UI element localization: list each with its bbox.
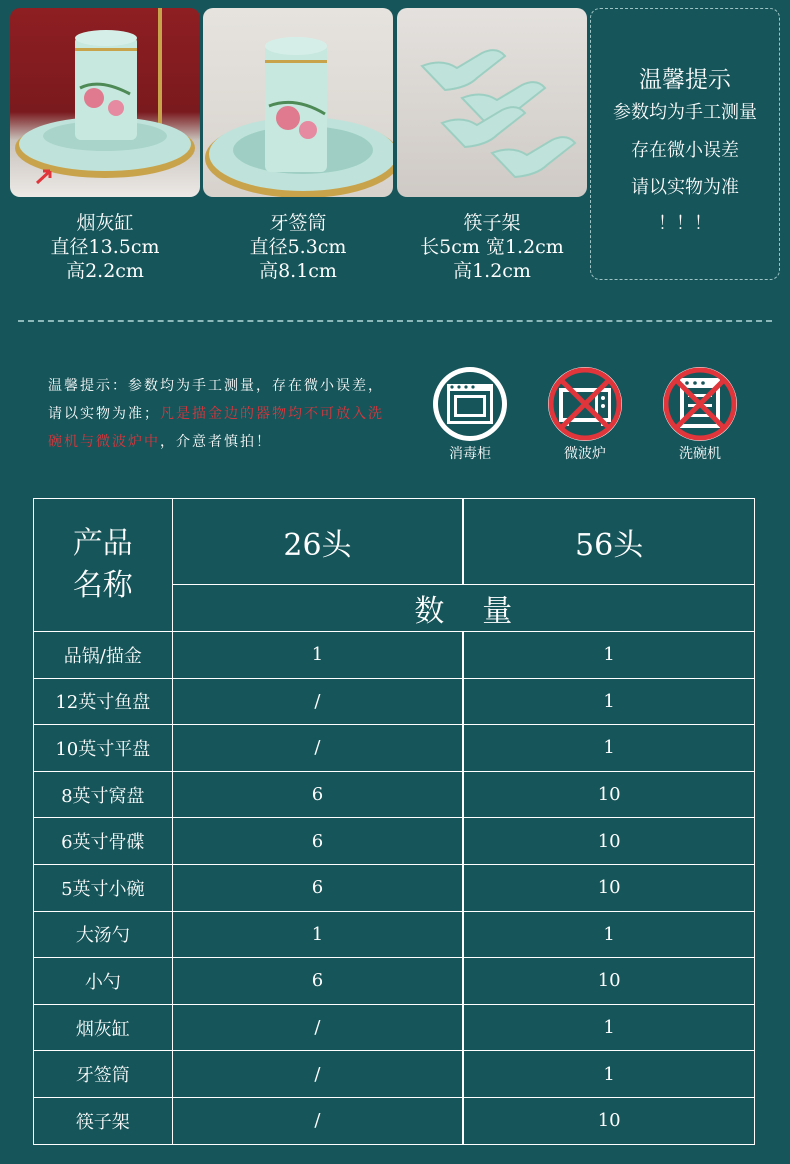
row-qty-26: 6 [172, 818, 463, 865]
row-qty-26: / [172, 678, 463, 725]
row-qty-26: 1 [172, 911, 463, 958]
toothpick-holder-height: 高8.1cm [259, 260, 337, 282]
ashtray-height: 高2.2cm [66, 260, 144, 282]
ashtray-photo [10, 8, 200, 197]
tip-line-2: 存在微小误差 [631, 140, 739, 161]
set-26-header: 26头 [172, 499, 463, 585]
toothpick-holder-caption [203, 211, 393, 283]
microwave-icon [545, 364, 625, 444]
row-item-name: 筷子架 [34, 1097, 173, 1144]
row-item-name: 大汤勺 [34, 911, 173, 958]
row-qty-56: 1 [463, 725, 754, 772]
row-qty-56: 1 [463, 1004, 754, 1051]
table-row [34, 864, 755, 911]
table-row [34, 911, 755, 958]
row-qty-26: 1 [172, 632, 463, 679]
dashed-divider [18, 320, 772, 322]
care-notice-tail: ，介意者慎拍！ [160, 434, 272, 450]
quantity-table [33, 498, 755, 1145]
dishwasher-label: 洗碗机 [679, 446, 721, 462]
table-row [34, 958, 755, 1005]
care-notice-text: 温馨提示：参数均为手工测量，存在微小误差，请以实物为准； [48, 378, 384, 422]
table-row [34, 632, 755, 679]
chopstick-rest-size: 长5cm 宽1.2cm [420, 236, 564, 258]
row-qty-56: 10 [463, 771, 754, 818]
tip-line-1: 参数均为手工测量 [613, 102, 757, 123]
table-row [34, 725, 755, 772]
table-row [34, 1097, 755, 1144]
row-item-name: 12英寸鱼盘 [34, 678, 173, 725]
table-row [34, 771, 755, 818]
toothpick-holder-illustration [203, 8, 393, 197]
row-qty-56: 1 [463, 678, 754, 725]
ashtray-caption [10, 211, 200, 283]
table-header-row [34, 499, 755, 585]
set-56-header: 56头 [463, 499, 754, 585]
microwave-label: 微波炉 [564, 446, 606, 462]
row-qty-56: 10 [463, 958, 754, 1005]
sterilizer-icon [430, 364, 510, 444]
row-item-name: 牙签筒 [34, 1051, 173, 1098]
ashtray-illustration [10, 8, 200, 197]
toothpick-holder-diameter: 直径5.3cm [249, 236, 347, 258]
row-item-name: 8英寸窝盘 [34, 771, 173, 818]
toothpick-holder-photo [203, 8, 393, 197]
sterilizer-label: 消毒柜 [449, 446, 491, 462]
ashtray-name: 烟灰缸 [76, 212, 134, 234]
product-name-header-line-1: 产品 [72, 526, 133, 561]
chopstick-rest-illustration [397, 8, 587, 197]
table-row [34, 1004, 755, 1051]
dishwasher-icon [660, 364, 740, 444]
tip-line-3: 请以实物为准 [631, 177, 739, 198]
row-qty-56: 1 [463, 911, 754, 958]
row-qty-26: 6 [172, 864, 463, 911]
table-row [34, 818, 755, 865]
row-qty-26: / [172, 1004, 463, 1051]
chopstick-rest-name: 筷子架 [463, 212, 521, 234]
row-qty-26: 6 [172, 958, 463, 1005]
tip-box-title: 温馨提示 [639, 67, 731, 93]
product-name-header-line-2: 名称 [72, 568, 133, 603]
row-qty-56: 10 [463, 818, 754, 865]
row-qty-56: 10 [463, 1097, 754, 1144]
row-qty-26: 6 [172, 771, 463, 818]
row-qty-26: / [172, 725, 463, 772]
row-qty-56: 1 [463, 1051, 754, 1098]
row-item-name: 品锅/描金 [34, 632, 173, 679]
row-qty-26: / [172, 1051, 463, 1098]
chopstick-rest-height: 高1.2cm [453, 260, 531, 282]
table-row [34, 1051, 755, 1098]
quantity-header: 数量 [172, 585, 754, 632]
product-name-header [34, 499, 173, 632]
tip-box [590, 8, 780, 280]
row-qty-56: 10 [463, 864, 754, 911]
chopstick-rest-photo [397, 8, 587, 197]
row-item-name: 小勺 [34, 958, 173, 1005]
care-notice-warning: 凡是描金边的器物均不可放入洗碗机与微波炉中 [48, 406, 384, 450]
toothpick-holder-name: 牙签筒 [269, 212, 327, 234]
row-item-name: 5英寸小碗 [34, 864, 173, 911]
row-qty-26: / [172, 1097, 463, 1144]
table-row [34, 678, 755, 725]
row-qty-56: 1 [463, 632, 754, 679]
chopstick-rest-caption [397, 211, 587, 283]
care-notice [48, 372, 393, 456]
ashtray-diameter: 直径13.5cm [50, 236, 160, 258]
row-item-name: 6英寸骨碟 [34, 818, 173, 865]
row-item-name: 10英寸平盘 [34, 725, 173, 772]
tip-line-4: ！！！ [658, 213, 712, 234]
row-item-name: 烟灰缸 [34, 1004, 173, 1051]
